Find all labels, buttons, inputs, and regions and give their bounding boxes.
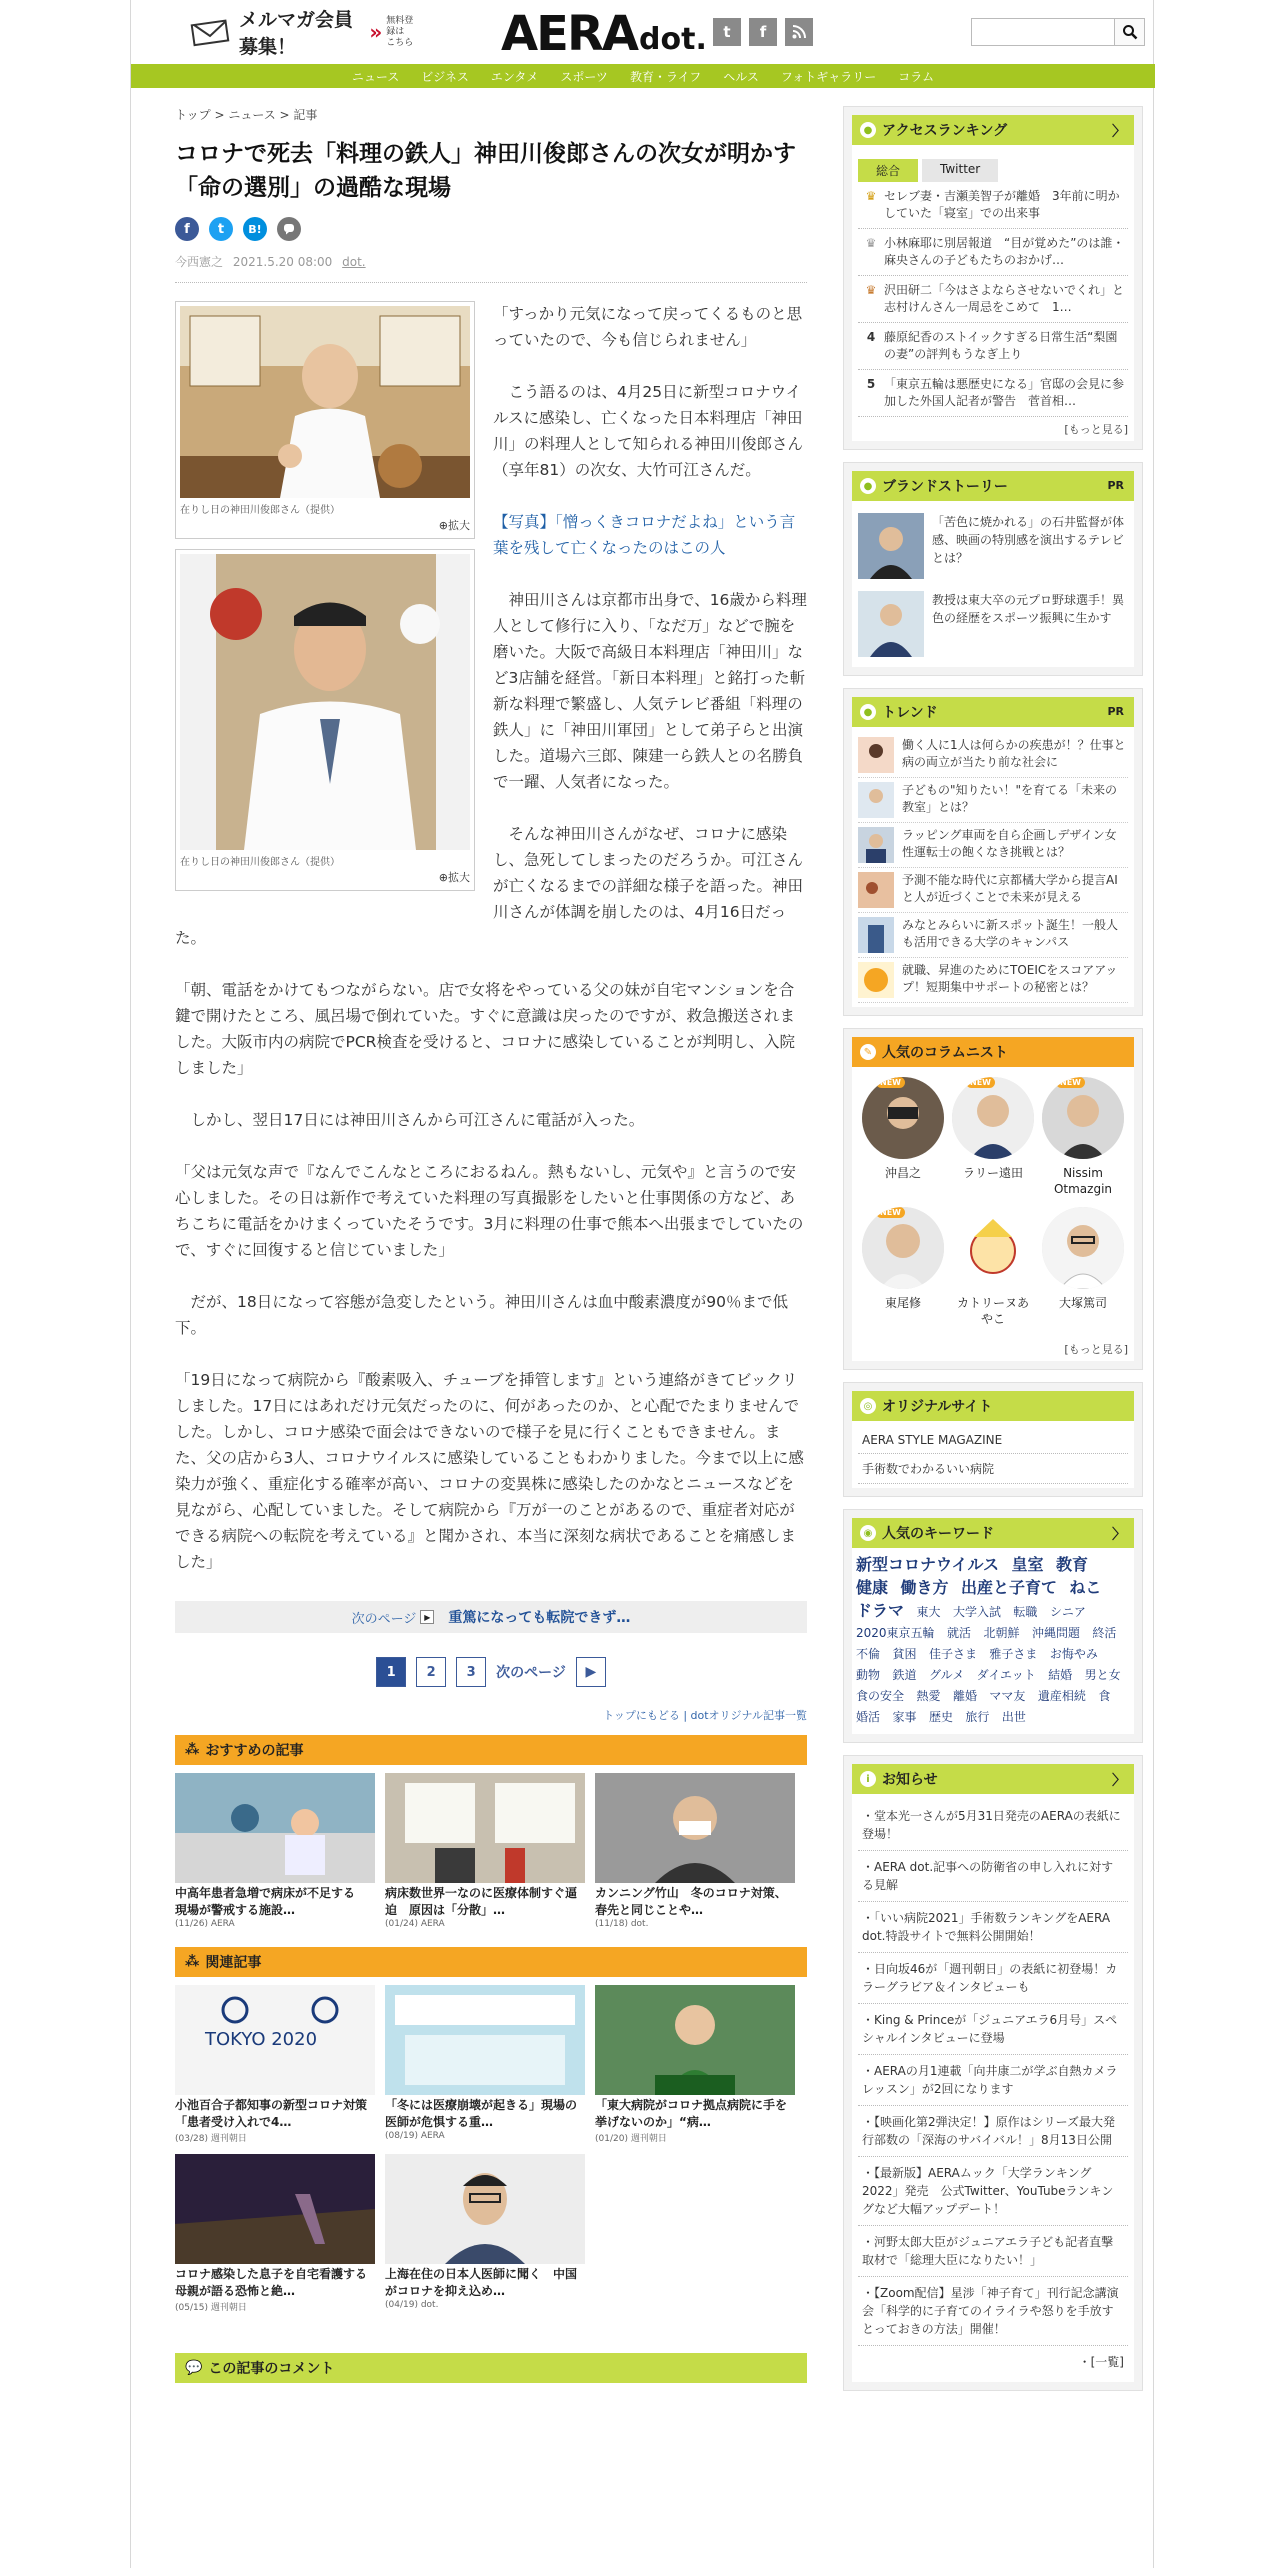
envelope-icon (189, 17, 235, 47)
paragraph-4: 神田川さんは京都市出身で、16歳から料理人として修行に入り、「なだ万」などで腕を磨いた。大阪で高級日本料理店「神田川」など3店舗を経営。「新日本料理」と銘打った斬新な料理で繁盛し、人気テレビ番組「料理の鉄人」に「神田川軍団」として弟子らと出演した。道場六三郎、陳建一ら鉄人との名勝負で一躍、人気者になった。 (493, 591, 807, 791)
keyword[interactable]: 旅行 (965, 1710, 990, 1724)
related-card[interactable]: 「東大病院がコロナ拠点病院に手を挙げないのか」“病… (01/20) 週刊朝日 (595, 1985, 795, 2144)
keyword[interactable]: グルメ (928, 1668, 965, 1682)
tag-icon: ◉ (860, 1525, 876, 1541)
keyword[interactable]: ダイエット (976, 1668, 1036, 1682)
figures (175, 301, 475, 901)
keyword[interactable]: お悔やみ (1049, 1647, 1098, 1661)
keyword[interactable]: 離婚 (952, 1689, 977, 1703)
nav-entame[interactable]: エンタメ (490, 69, 539, 84)
brand-story-box (843, 462, 1143, 676)
trend-box (843, 688, 1143, 1016)
next-page-label: 次のページ (351, 1611, 417, 1627)
thumbnail (175, 1985, 375, 2095)
hatena-bookmark-icon[interactable]: B! (243, 217, 267, 241)
figure-2[interactable] (175, 549, 475, 891)
trend-heading: ● トレンド PR (852, 697, 1134, 727)
keyword[interactable]: 健康 (856, 1578, 889, 1597)
page-3[interactable]: 3 (456, 1657, 486, 1687)
keyword[interactable]: 婚活 (856, 1710, 881, 1724)
original-site-link[interactable]: 手術数でわかるいい病院 (858, 1454, 1128, 1484)
columnist[interactable]: NEW 東尾修 (862, 1207, 944, 1327)
user-icon: ● (860, 478, 876, 494)
nav-business[interactable]: ビジネス (421, 69, 469, 84)
keyword[interactable]: 出産と子育て (960, 1578, 1057, 1597)
site-header (131, 0, 1155, 64)
breadcrumb[interactable]: トップ > ニュース > 記事 (175, 108, 318, 122)
recommended-card[interactable]: 中高年患者急増で病床が不足する 現場が警戒する施設… (11/26) AERA (175, 1773, 375, 1929)
user-icon: ● (860, 122, 876, 138)
thumbnail (858, 782, 894, 818)
keyword[interactable]: 歴史 (928, 1710, 953, 1724)
thumbnail (858, 827, 894, 863)
ranking-box (843, 106, 1143, 450)
thumbnail (385, 2154, 585, 2264)
related-card[interactable]: 上海在住の日本人医師に聞く 中国がコロナを抑え込め… (04/19) dot. (385, 2154, 585, 2313)
notice-item[interactable]: ・ 「いい病院2021」手術数ランキングをAERA dot.特設サイトで無料公開開始！ (858, 1902, 1128, 1953)
play-arrow-icon: ▶ (420, 1610, 434, 1624)
keyword-cloud (852, 1548, 1134, 1734)
columnist-list (858, 1073, 1128, 1337)
facebook-icon[interactable]: f (749, 18, 777, 46)
keyword[interactable]: 貧困 (892, 1647, 917, 1661)
keyword[interactable]: ねこ (1069, 1578, 1102, 1597)
comment-bubble-icon: 💬 (185, 2360, 203, 2376)
keyword[interactable]: 東大 (916, 1605, 941, 1619)
zoom-button-1[interactable]: ⊕拡大 (438, 519, 470, 532)
notice-list (852, 1794, 1134, 2382)
chevron-right-icon: 〉 (1112, 1773, 1126, 1789)
original-site-link[interactable]: AERA STYLE MAGAZINE (858, 1427, 1128, 1454)
avatar: NEW (862, 1077, 944, 1159)
keyword[interactable]: 皇室 (1011, 1555, 1044, 1574)
keyword[interactable]: 転職 (1013, 1605, 1038, 1619)
notice-item[interactable]: ・ AERA dot.記事への防衛省の申し入れに対する見解 (858, 1851, 1128, 1902)
ranking-item[interactable]: 4 藤原紀香のストイックすぎる日常生活“梨園の妻”の評判もうなぎ上り (858, 323, 1128, 370)
crown-gold-icon: ♛ (865, 189, 877, 203)
mailmag-sub: 無料登録は こちら (386, 15, 414, 48)
zoom-icon: ⊕ (438, 519, 448, 532)
chef-photo-1 (180, 306, 470, 498)
keyword[interactable]: 遺産相続 (1037, 1689, 1086, 1703)
thumbnail (385, 1773, 585, 1883)
recommended-list (175, 1773, 807, 1929)
mailmag-banner[interactable] (189, 9, 419, 58)
notice-item[interactable]: ・ 河野太郎大臣がジュニアエラ子ども記者直撃取材で「総理大臣になりたい！」 (858, 2226, 1128, 2277)
pagination (175, 1657, 807, 1687)
keyword[interactable]: 食 (1098, 1689, 1111, 1703)
keyword[interactable]: 終活 (1092, 1626, 1117, 1640)
brand-item[interactable]: 「苦色に焼かれる」の石井監督が体感、映画の特別感を演出するテレビとは？ (858, 507, 1128, 585)
keyword[interactable]: 2020東京五輪 (856, 1626, 935, 1640)
notice-item[interactable]: ・ AERAの月1連載「向井康二が学ぶ自熱カメラレッスン」が2回になります (858, 2055, 1128, 2106)
avatar (1042, 1207, 1124, 1289)
keyword[interactable]: 働き方 (900, 1578, 949, 1597)
comments-heading: 💬 この記事のコメント (175, 2353, 807, 2383)
article-title: コロナで死去「料理の鉄人」神田川俊郎さんの次女が明かす「命の選別」の過酷な現場 (175, 141, 796, 201)
keyword[interactable]: ドラマ (856, 1601, 905, 1620)
keyword[interactable]: 教育 (1055, 1555, 1088, 1574)
search-input[interactable] (971, 18, 1115, 46)
mailmag-label: メルマガ会員募集！ (239, 9, 354, 58)
facebook-share-icon[interactable]: f (175, 217, 199, 241)
notices-heading[interactable]: i お知らせ 〉 (852, 1764, 1134, 1794)
next-page-bar[interactable] (175, 1601, 807, 1633)
pen-icon: ✎ (860, 1044, 876, 1060)
keywords-box (843, 1509, 1143, 1743)
article-date: 2021.5.20 08:00 (232, 255, 333, 269)
columnist[interactable]: NEW Nissim Otmazgin (1042, 1077, 1124, 1197)
svg-text:TOKYO 2020: TOKYO 2020 (205, 2029, 318, 2050)
keyword[interactable]: 北朝鮮 (983, 1626, 1020, 1640)
ranking-item[interactable]: ♛ セレブ妻・吉瀬美智子が離婚 3年前に明かしていた「寝室」での出来事 (858, 182, 1128, 229)
related-card[interactable]: 「冬には医療崩壊が起きる」現場の医師が危惧する重… (08/19) AERA (385, 1985, 585, 2144)
keyword[interactable]: 不倫 (856, 1647, 881, 1661)
search-box (971, 18, 1145, 46)
nav-photo[interactable]: フォトギャラリー (780, 69, 877, 84)
crown-silver-icon: ♛ (865, 236, 877, 250)
chevron-right-icon: 〉 (1112, 1527, 1126, 1543)
site-logo[interactable] (501, 4, 707, 60)
paragraph-6: 「朝、電話をかけてもつながらない。店で女将をやっている父の妹が自宅マンションを合鍵で開けたところ、風呂場で倒れていた。すぐに意識は戻ったのですが、救急搬送されました。大阪市内の病院でPCR検査を受けると、コロナに感染していることが判明し、入院しました」 (175, 981, 796, 1077)
keywords-heading[interactable]: ◉ 人気のキーワード 〉 (852, 1518, 1134, 1548)
paragraph-2: こう語るのは、4月25日に新型コロナウイルスに感染し、亡くなった日本料理店「神田川」の料理人として知られる神田川俊郎さん（享年81）の次女、大竹可江さんだ。 (493, 383, 804, 479)
notice-item[interactable]: ・ 【映画化第2弾決定！】原作はシリーズ最大発行部数の「深海のサバイバル！」8月13日公開 (858, 2106, 1128, 2157)
network-icon: ⁂ (185, 1954, 200, 1970)
thumbnail (858, 591, 924, 657)
keyword[interactable]: 雅子さま (989, 1647, 1038, 1661)
keyword[interactable]: 男と女 (1084, 1668, 1121, 1682)
zoom-icon: ⊕ (438, 871, 448, 884)
trend-item[interactable]: みなとみらいに新スポット誕生！一般人も活用できる大学のキャンパス (858, 913, 1128, 958)
nav-column[interactable]: コラム (898, 69, 935, 84)
thumbnail (175, 1773, 375, 1883)
page-1[interactable]: 1 (376, 1657, 406, 1687)
global-nav (131, 64, 1155, 88)
rss-icon[interactable] (785, 18, 813, 46)
keyword[interactable]: 就活 (947, 1626, 972, 1640)
keyword[interactable]: 出世 (1001, 1710, 1026, 1724)
recommended-heading: ⁂ おすすめの記事 (175, 1735, 807, 1765)
double-chevron-icon: » (369, 20, 383, 44)
thumbnail (385, 1985, 585, 2095)
ranking-item[interactable]: 5 「東京五輪は悪歴史になる」官邸の会見に参加した外国人記者が警告 菅首相… (858, 370, 1128, 417)
keyword[interactable]: 大学入試 (952, 1605, 1001, 1619)
avatar (952, 1207, 1034, 1289)
avatar: NEW (862, 1207, 944, 1289)
article-source[interactable]: dot. (342, 255, 366, 269)
keyword[interactable]: シニア (1049, 1605, 1086, 1619)
columnist[interactable]: 大塚篤司 (1042, 1207, 1124, 1327)
keyword[interactable]: 佳子さま (928, 1647, 977, 1661)
keyword[interactable]: 食の安全 (856, 1689, 905, 1703)
notices-box (843, 1755, 1143, 2391)
ranking-item[interactable]: ♛ 小林麻耶に別居報道 “目が覚めた”のは誰・麻央さんの子どもたちのおかげ… (858, 229, 1128, 276)
info-icon: i (860, 1771, 876, 1787)
chef-photo-2 (180, 554, 470, 850)
keyword[interactable]: 鉄道 (892, 1668, 917, 1682)
social-links (713, 18, 813, 46)
paragraph-5: そんな神田川さんがなぜ、コロナに感染し、急死してしまったのだろうか。可江さんが亡くなるまでの詳細な様子を語った。神田川さんが体調を崩したのは、4月16日だった。 (175, 825, 804, 947)
columnists-heading: ✎ 人気のコラムニスト (852, 1037, 1134, 1067)
columnists-box (843, 1028, 1143, 1370)
figure-1-caption: 在りし日の神田川俊郎さん（提供） (180, 505, 340, 516)
paragraph-8: 「父は元気な声で『なんでこんなところにおるねん。熱もないし、元気や』と言うので安心しました。その日は新作で考えていた料理の写真撮影をしたいと仕事関係の方など、あちこちに電話をかけまくっていたそうです。3月に料理の仕事で熊本へ出張までしていたので、すぐに回復すると信じていました」 (175, 1163, 804, 1259)
search-button[interactable] (1115, 18, 1145, 46)
avatar: NEW (952, 1077, 1034, 1159)
paragraph-9: だが、18日になって容態が急変したという。神田川さんは血中酸素濃度が90％まで低下。 (175, 1293, 788, 1337)
tab-overall[interactable]: 総合 (858, 159, 918, 182)
nav-health[interactable]: ヘルス (723, 69, 759, 84)
trend-item[interactable]: 予測不能な時代に京都橘大学から提言AIと人が近づくことで未来が見える (858, 868, 1128, 913)
ranking-item[interactable]: ♛ 沢田研二「今はさよならさせないでくれ」と志村けんさん一周忌をこめて 1… (858, 276, 1128, 323)
nav-news[interactable]: ニュース (351, 69, 400, 84)
thumbnail (858, 962, 894, 998)
recommended-card[interactable]: カンニング竹山 冬のコロナ対策、春先と同じことや… (11/18) dot. (595, 1773, 795, 1929)
nav-education[interactable]: 教育・ライフ (629, 69, 702, 84)
related-card[interactable]: TOKYO 2020 小池百合子都知事の新型コロナ対策「患者受け入れで4… (03/28) 週刊朝日 (175, 1985, 375, 2144)
paragraph-1: 「すっかり元気になって戻ってくるものと思っていたので、今も信じられません」 (493, 305, 803, 349)
thumbnail (858, 917, 894, 953)
tab-twitter[interactable]: Twitter (922, 159, 998, 182)
user-icon: ● (860, 704, 876, 720)
pager-next-label[interactable]: 次のページ (496, 1665, 566, 1681)
thumbnail (858, 872, 894, 908)
keyword[interactable]: 新型コロナウイルス (856, 1555, 1000, 1574)
top-links[interactable]: トップにもどる | dotオリジナル記事一覧 (603, 1709, 807, 1722)
sidebar (843, 106, 1143, 2403)
zoom-button-2[interactable]: ⊕拡大 (438, 871, 470, 884)
figure-2-caption: 在りし日の神田川俊郎さん（提供） (180, 857, 340, 868)
ranking-more[interactable]: [もっと見る] (1064, 423, 1128, 436)
columnist[interactable]: NEW ラリー遠田 (952, 1077, 1034, 1197)
related-list (175, 1985, 807, 2313)
thumbnail (175, 2154, 375, 2264)
notice-item[interactable]: ・ King & Princeが「ジュニアエラ6月号」スペシャルインタビューに登場 (858, 2004, 1128, 2055)
twitter-icon[interactable]: t (713, 18, 741, 46)
pager-next-button[interactable] (576, 1657, 606, 1687)
page-2[interactable]: 2 (416, 1657, 446, 1687)
avatar: NEW (1042, 1077, 1124, 1159)
network-icon: ⁂ (185, 1742, 200, 1758)
twitter-share-icon[interactable]: t (209, 217, 233, 241)
keyword[interactable]: 動物 (856, 1668, 881, 1682)
ranking-heading[interactable]: ● アクセスランキング 〉 (852, 115, 1134, 145)
trend-item[interactable]: 就職、昇進のためにTOEICをスコアアップ！短期集中サポートの秘密とは？ (858, 958, 1128, 1003)
main-column (175, 106, 807, 2383)
keyword[interactable]: 熱愛 (916, 1689, 941, 1703)
original-sites-box (843, 1382, 1143, 1497)
notice-item[interactable]: ・ 【Zoom配信】星涉「神子育て」刊行記念講演会「科学的に子育てのイライラや怒りを手放すとっておきの方法」開催！ (858, 2277, 1128, 2346)
ranking-tabs (858, 159, 1128, 182)
thumbnail (595, 1773, 795, 1883)
related-card[interactable]: コロナ感染した息子を自宅看護する母親が語る恐怖と絶… (05/15) 週刊朝日 (175, 2154, 375, 2313)
thumbnail (595, 1985, 795, 2095)
globe-icon: ◎ (860, 1398, 876, 1414)
article-meta (175, 253, 807, 283)
trend-item[interactable]: 子どもの"知りたい！"を育てる「未来の教室」とは？ (858, 778, 1128, 823)
columnists-more[interactable]: [もっと見る] (1064, 1343, 1128, 1356)
nav-sports[interactable]: スポーツ (560, 69, 608, 84)
paragraph-7: しかし、翌日17日には神田川さんから可江さんに電話が入った。 (175, 1111, 645, 1129)
play-arrow-icon: ▶ (585, 1664, 597, 1680)
comment-icon[interactable] (277, 217, 301, 241)
notice-item[interactable]: ・ 【最新版】AERAムック「大学ランキング2022」発売 公式Twitter、YouTubeランキングなど大幅アップデート！ (858, 2157, 1128, 2226)
original-heading: ◎ オリジナルサイト (852, 1391, 1134, 1421)
keyword[interactable]: ママ友 (989, 1689, 1026, 1703)
logo-aera: AERA (501, 6, 638, 62)
crown-bronze-icon: ♛ (865, 283, 877, 297)
notice-item[interactable]: ・ 日向坂46が「週刊朝日」の表紙に初登場！カラーグラビア＆インタビューも (858, 1953, 1128, 2004)
thumbnail (858, 513, 924, 579)
page (130, 0, 1154, 2568)
search-icon (1122, 24, 1138, 40)
thumbnail (858, 737, 894, 773)
article-author: 今西憲之 (175, 255, 224, 269)
notice-item[interactable]: ・ 堂本光一さんが5月31日発売のAERAの表紙に登場！ (858, 1800, 1128, 1851)
figure-1[interactable] (175, 301, 475, 539)
next-page-title: 重篤になっても転院できず… (448, 1610, 631, 1626)
keyword[interactable]: 結婚 (1048, 1668, 1073, 1682)
keyword[interactable]: 家事 (892, 1710, 917, 1724)
logo-dot: dot. (639, 22, 707, 57)
article-body (175, 301, 807, 1575)
keyword[interactable]: 沖縄問題 (1031, 1626, 1080, 1640)
paragraph-10: 「19日になって病院から『酸素吸入、チューブを挿管します』という連絡がきてビックリしました。17日にはあれだけ元気だったのに、何があったのか、と心配でたまりませんでした。しかし、コロナ感染で面会はできないので様子を見に行くこともできません。また、父の店から3人、コロナウイルスに感染していることもわかりました。今まで以上に感染力が強く、重症化する確率が高い、コロナの変異株に感染したのかなとニュースなどを見ながら、心配していました。そして病院から『万が一のことがあるので、重症者対応ができる病院への転院を考えている』と聞かされ、本当に深刻な病状であることを痛感しました」 (175, 1371, 804, 1571)
recommended-card[interactable]: 病床数世界一なのに医療体制すぐ逼迫 原因は「分散」… (01/24) AERA (385, 1773, 585, 1929)
notices-more[interactable]: ・ [一覧] (858, 2346, 1128, 2378)
photo-link[interactable]: 【写真】「憎っくきコロナだよね」という言葉を残して亡くなったのはこの人 (493, 513, 796, 557)
columnist[interactable]: NEW 沖昌之 (862, 1077, 944, 1197)
columnist[interactable]: カトリーヌあやこ (952, 1207, 1034, 1327)
trend-item[interactable]: 働く人に1人は何らかの疾患が！？仕事と病の両立が当たり前な社会に (858, 733, 1128, 778)
chevron-right-icon: 〉 (1112, 124, 1126, 140)
brand-item[interactable]: 教授は東大卒の元プロ野球選手！異色の経歴をスポーツ振興に生かす (858, 585, 1128, 663)
related-heading: ⁂ 関連記事 (175, 1947, 807, 1977)
brand-heading: ● ブランドストーリー PR (852, 471, 1134, 501)
trend-item[interactable]: ラッピング車両を自ら企画しデザイン女性運転士の飽くなき挑戦とは？ (858, 823, 1128, 868)
share-buttons (175, 217, 807, 241)
